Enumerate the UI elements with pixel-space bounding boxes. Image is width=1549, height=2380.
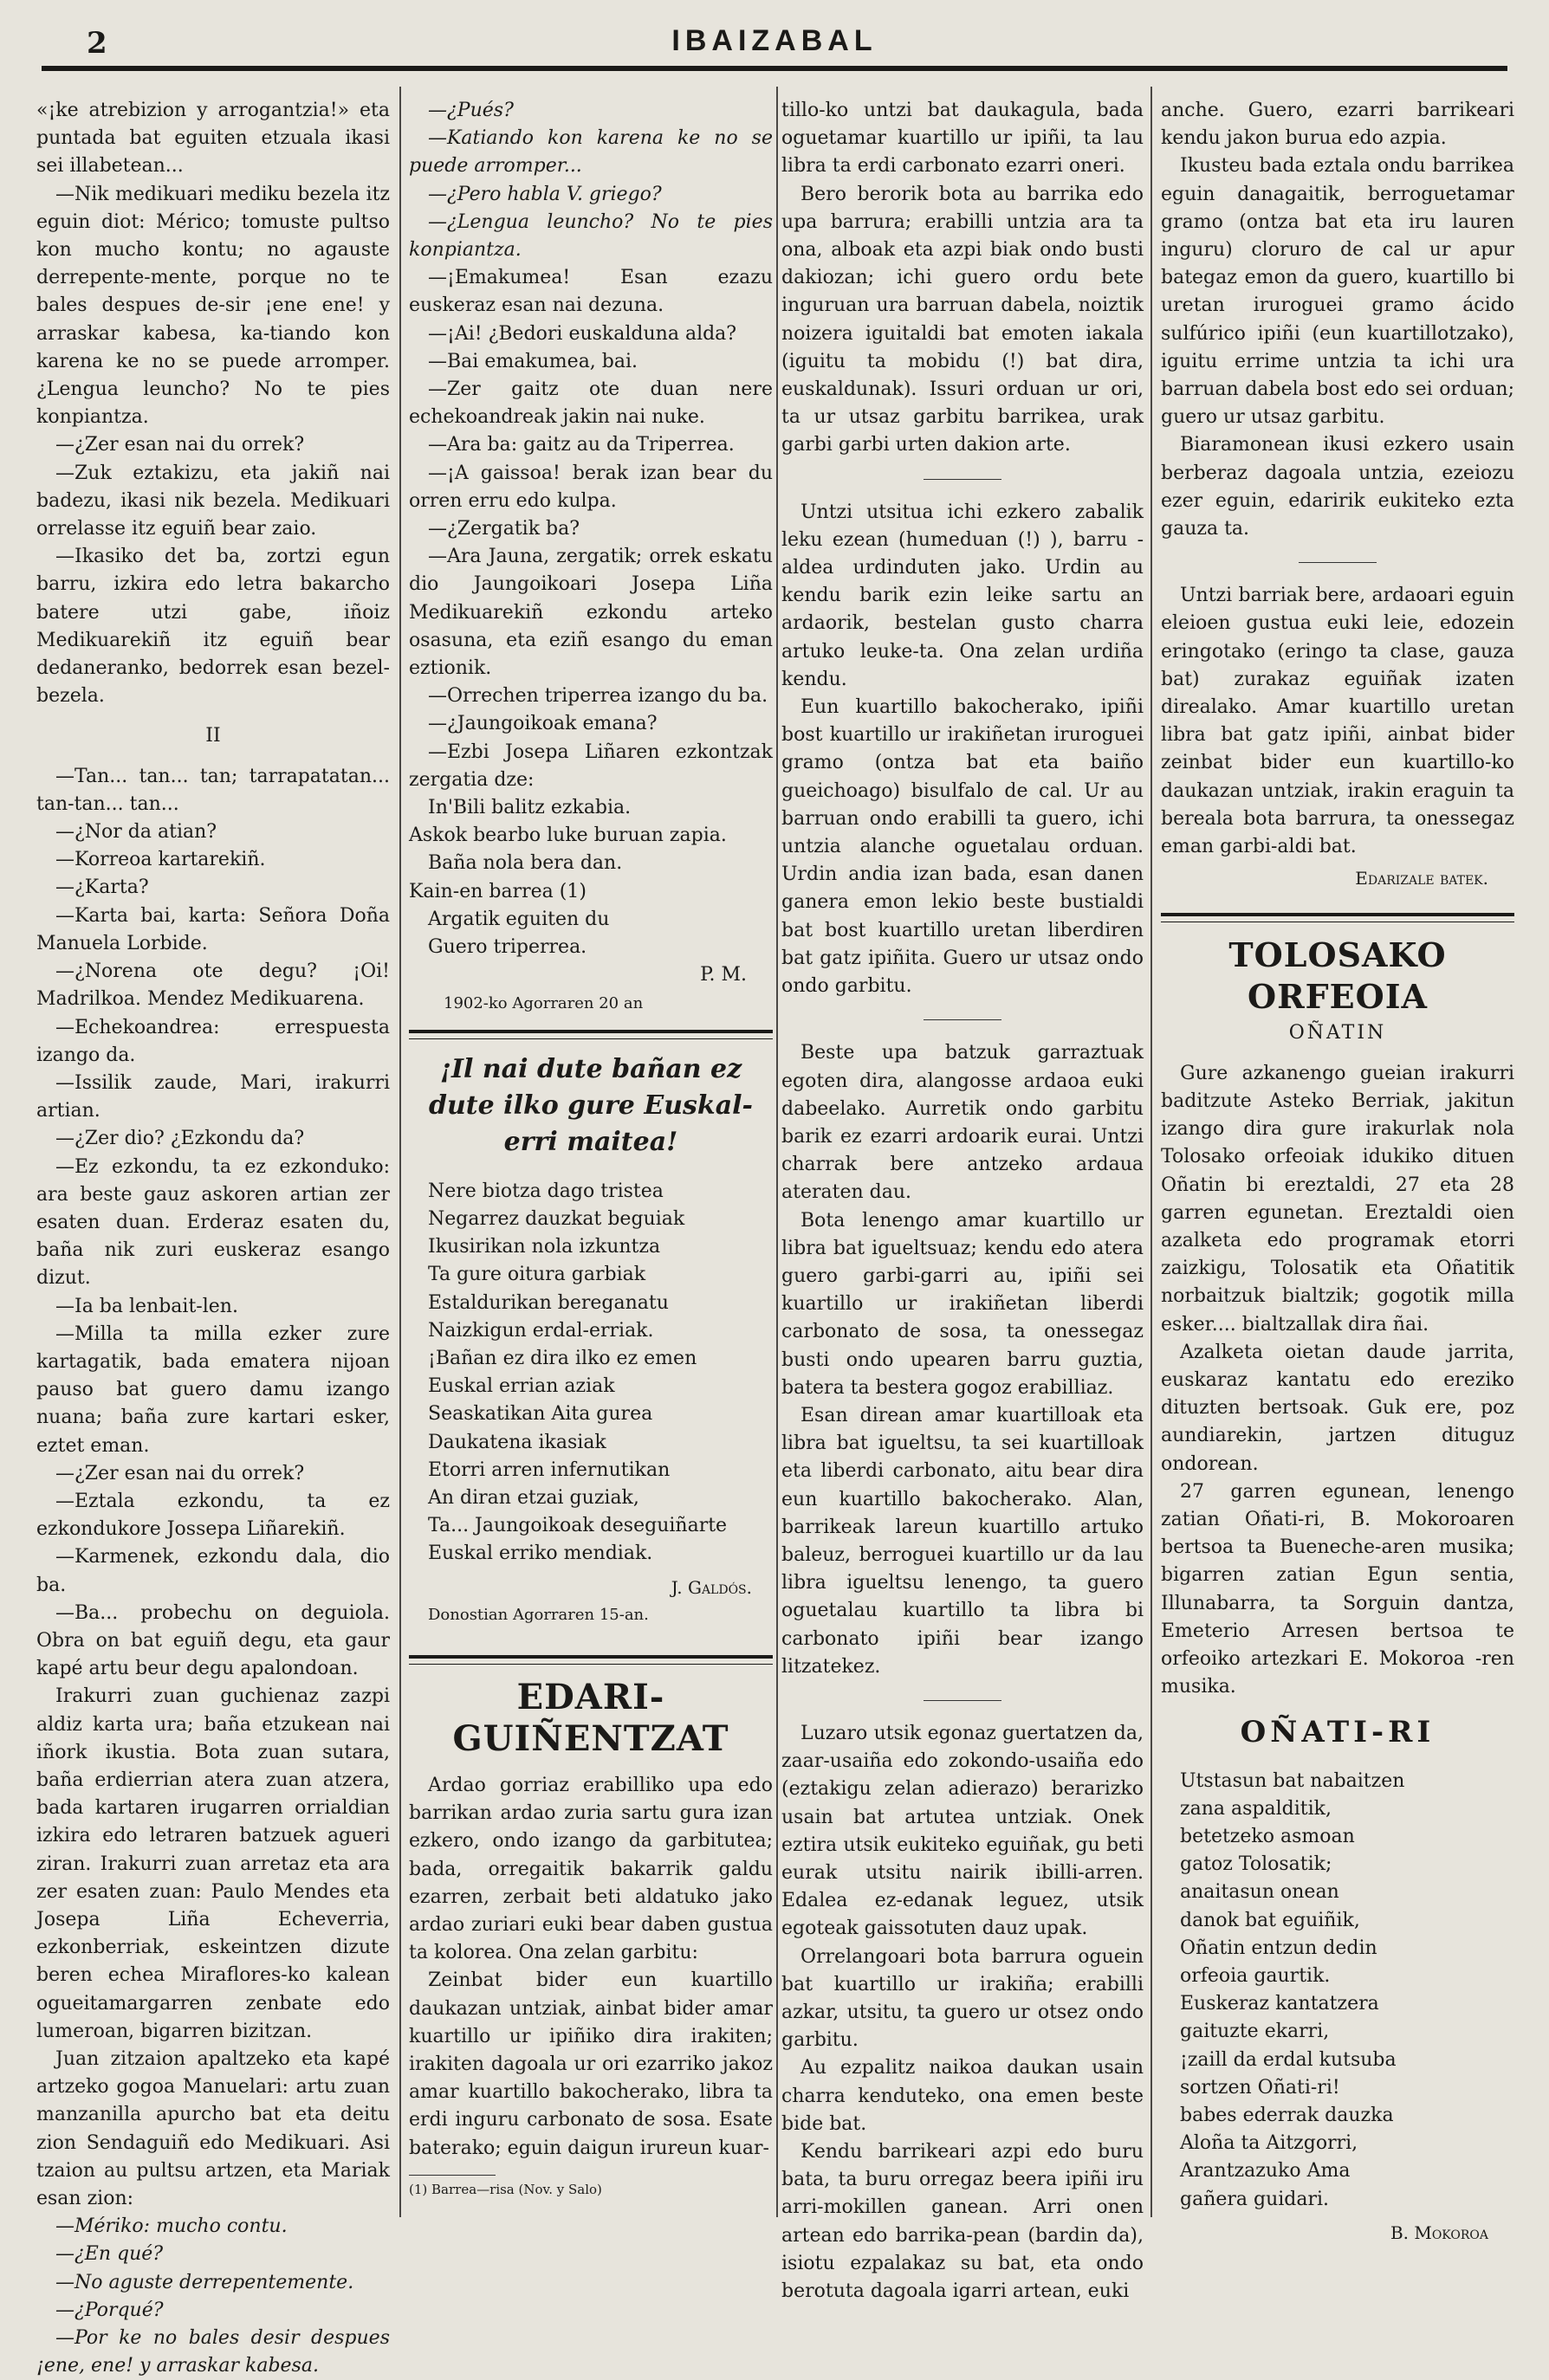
paragraph: anche. Guero, ezarri barrikeari kendu jakon burua edo azpia.: [1161, 100, 1514, 150]
paragraph: —¿Jaungoikoak emana?: [428, 713, 658, 735]
paragraph: —Mériko: mucho contu.: [55, 2215, 288, 2238]
paragraph: —¿Porqué?: [55, 2299, 164, 2321]
article-title: TOLOSAKO ORFEOIA: [1228, 935, 1447, 1017]
verse-line: Baña nola bera dan.: [428, 852, 623, 875]
paragraph: 27 garren egunean, lenengo zatian Oñati-ri, B. Mokoroaren bertsoa ta Bueneche-aren musika; bigarren zatian Egun sentia, Illunabarra, ta Sorguin dantza, Emeterio Arresen bertsoa te orfeoiko artezkari E. Mokoroa -ren musika.: [1161, 1480, 1514, 1698]
divider-rule: [409, 1655, 773, 1659]
paragraph: —¿En qué?: [55, 2243, 164, 2266]
divider-rule: [409, 1030, 773, 1033]
dateline: 1902-ko Agorraren 20 an: [444, 993, 644, 1012]
article-title: EDARI-GUIÑENTZAT: [452, 1676, 729, 1759]
poem-line: Oñatin entzun dedin: [1180, 1937, 1377, 1959]
verse-line: Argatik eguiten du: [428, 908, 610, 930]
poem-line: gatoz Tolosatik;: [1180, 1853, 1332, 1876]
paragraph: —¡Emakumea! Esan ezazu euskeraz esan nai dezuna.: [409, 267, 773, 317]
paragraph: Zeinbat bider eun kuartillo daukazan untziak, ainbat bider amar kuartillo ur ipiñiko dira irakiten; irakiten dagoala ur ori ezarriko jakoz amar kuartillo bakocherako, libra ta erdi inguru carbonato de sosa. Esate baterako; eguin daigun irureun kuar-: [409, 1969, 773, 2159]
column-divider-1: [399, 87, 401, 2217]
paragraph: tillo-ko untzi bat daukagula, bada oguetamar kuartillo ur ipiñi, ta lau libra ta erdi carbonato ezarri oneri.: [781, 100, 1144, 178]
paragraph: —¿Nor da atian?: [55, 821, 217, 844]
page-number: 2: [87, 26, 107, 61]
poem-line: ¡Bañan ez dira ilko ez emen: [428, 1347, 697, 1369]
separator: [924, 1700, 1001, 1701]
paragraph: —¿Zergatik ba?: [428, 518, 580, 540]
poem-line: Arantzazuko Ama: [1180, 2160, 1351, 2183]
poem-line: sortzen Oñati-ri!: [1180, 2076, 1340, 2099]
column-2: [409, 97, 773, 2210]
paragraph: Ikusteu bada eztala ondu barrikea eguin danagaitik, berroguetamar gramo (ontza bat eta iru lauren inguru) cloruro de cal ur apur bategaz emon da guero, kuartillo bi uretan iruroguei gramo ácido sulfúrico ipiñi (eun kuartillotzako), iguitu errime untzia ta ichi ura barruan dabela bost edo sei orduan; guero ur utsaz garbitu.: [1161, 155, 1514, 429]
paragraph: —Milla ta milla ezker zure kartagatik, bada ematera nijoan pauso bat guero damu izango nuana; baña zure kartari esker, eztet eman.: [36, 1323, 390, 1457]
verse-line: In'Bili balitz ezkabia.: [428, 797, 632, 819]
signature: B. Mokoroa: [1390, 2222, 1488, 2243]
paragraph: Juan zitzaion apaltzeko eta kapé artzeko gogoa Manuelari: artu zuan manzanilla apurcho bat eta deitu zion Sendaguiñ edo Medikuari. Asi tzaion au pultsu artzen, eta Mariak esan zion:: [36, 2048, 390, 2210]
paragraph: —¿Zer esan nai du orrek?: [55, 434, 305, 456]
header-rule: [42, 66, 1507, 71]
poem-line: anaitasun onean: [1180, 1881, 1339, 1904]
column-divider-2: [776, 87, 778, 2217]
paragraph: —Zer gaitz ote duan nere echekoandreak jakin nai nuke.: [409, 378, 773, 429]
paragraph: —¿Zer esan nai du orrek?: [55, 1462, 305, 1484]
poem-line: Ta gure oitura garbiak: [428, 1264, 646, 1286]
poem-line: Euskeraz kantatzera: [1180, 1993, 1379, 2015]
paragraph: —Por ke no bales desir despues ¡ene, ene! y arraskar kabesa.: [36, 2327, 390, 2377]
divider-rule: [1161, 913, 1514, 916]
paragraph: —¿Norena ote degu? ¡Oi! Madrilkoa. Mendez Medikuarena.: [36, 960, 390, 1011]
paragraph: —Karmenek, ezkondu dala, dio ba.: [36, 1546, 390, 1596]
paragraph: —¿Karta?: [55, 876, 149, 899]
poem-line: Ta... Jaungoikoak deseguiñarte: [428, 1515, 728, 1537]
section-heading: II: [205, 725, 221, 747]
poem-line: Naizkigun erdal-erriak.: [428, 1319, 654, 1342]
poem-line: zana aspalditik,: [1180, 1797, 1332, 1820]
poem-title: ¡Il nai dute bañan ez dute ilko gure Euskal-erri maitea!: [429, 1053, 753, 1157]
poem-title: OÑATI-RI: [1240, 1715, 1436, 1750]
paragraph: —Zuk eztakizu, eta jakiñ nai badezu, ikasi nik bezela. Medikuari orrelasse itz eguiñ bear zaio.: [36, 462, 390, 540]
divider-rule: [409, 1664, 773, 1665]
paragraph: Irakurri zuan guchienaz zazpi aldiz karta ura; baña etzukean nai iñork ikustia. Bota zuan sutara, baña erdierrian atera zuan atzera, bada kartaren irugarren orrialdian izkira edo letraren batzuek agueri ziran. Irakurri zuan arretaz eta ara zer esaten zuan: Paulo Mendes eta Josepa Liña Echeverria, ezkonberriak, eskeintzen dizute beren echea Miraflores-ko kalean ogueitamargarren zenbate edo lumeroan, bigarren bizitzan.: [36, 1685, 390, 2042]
paragraph: Beste upa batzuk garraztuak egoten dira, alangosse ardaoa euki dabeelako. Aurretik ondo garbitu barik ez ezarri ardoarik eurai. Untzi charrak bere antzeko ardaua ateraten dau.: [781, 1042, 1144, 1204]
poem-line: gaituzte ekarri,: [1180, 2021, 1330, 2043]
paragraph: —¡Ai! ¿Bedori euskalduna alda?: [428, 322, 737, 345]
poem-line: Etorri arren infernutikan: [428, 1458, 671, 1481]
paragraph: —¡A gaissoa! berak izan bear du orren erru edo kulpa.: [409, 462, 773, 512]
paragraph: Esan direan amar kuartilloak eta libra bat igueltsu, ta sei kuartilloak eta liberdi carbonato, aitu bear dira eun kuartillo bakocherako. Alan, barrikeak lareun kuartillo artuko baleuz, berroguei kuartillo ur da lau libra igueltsu lenengo, ta guero oguetalau kuartillo ta libra bi carbonato ipiñi bear izango litzatekez.: [781, 1404, 1144, 1678]
paragraph: —Nik medikuari mediku bezela itz eguin diot: Mérico; tomuste pultso kon mucho kontu; no agauste derrepente-mente, porque no te bales despues de-sir ¡ene ene! y arraskar kabesa, ka-tiando kon karena ke no se puede arromper. ¿Lengua leuncho? No te pies konpiantza.: [36, 183, 390, 429]
paragraph: Untzi utsitua ichi ezkero zabalik leku ezean (humeduan (!) ), barru -aldea urdinduten jako. Urdin au kendu barik ezin leike sartu an ardaorik, bestelan gusto charra artuko leuke-ta. Ona zelan urdiña kendu.: [781, 501, 1144, 690]
verse-line: Kain-en barrea (1): [409, 880, 587, 902]
paragraph: —Ba... probechu on deguiola. Obra on bat eguiñ degu, eta gaur kapé artu beur degu apalondoan.: [36, 1601, 390, 1680]
paragraph: —Ikasiko det ba, zortzi egun barru, izkira edo letra bakarcho batere utzi gabe, iñoiz Medikuarekiñ itz eguiñ bear dedaneranko, bedorrek esan bezel-bezela.: [36, 546, 390, 708]
poem-line: babes ederrak dauzka: [1180, 2105, 1394, 2126]
paragraph: Orrelangoari bota barrura oguein bat kuartillo ur irakiña; erabilli azkar, utsitu, ta guero ur otsez ondo garbitu.: [781, 1945, 1144, 2052]
paragraph: Bero berorik bota au barrika edo upa barrura; erabilli untzia ara ta ona, alboak eta azpi biak ondo busti dakiozan; ichi guero ordu bete inguruan ura barruan dabela, noiztik noizera iguitaldi bat emoten iakala (iguitu ta mobidu (!) bat dira, euskaldunak). Issuri orduan ur ori, ta ur utsaz garbitu barrikea, urak garbi garbi urten dakion arte.: [781, 183, 1144, 456]
dateline: Donostian Agorraren 15-an.: [428, 1605, 649, 1624]
poem-line: Utstasun bat nabaitzen: [1180, 1769, 1405, 1792]
poem-line: gañera guidari.: [1180, 2188, 1330, 2210]
paragraph: —Echekoandrea: errespuesta izango da.: [36, 1016, 390, 1066]
paragraph: —Karta bai, karta: Señora Doña Manuela Lorbide.: [36, 904, 390, 954]
poem-line: Seaskatikan Aita gurea: [428, 1403, 653, 1426]
paragraph: —Bai emakumea, bai.: [428, 350, 638, 372]
paragraph: —Issilik zaude, Mari, irakurri artian.: [36, 1071, 390, 1122]
footnote: (1) Barrea—risa (Nov. y Salo): [409, 2181, 602, 2197]
paragraph: —Ara Jauna, zergatik; orrek eskatu dio Jaungoikoari Josepa Liña Medikuarekiñ ezkondu arteko osasuna, eta eziñ esango du eman eztionik.: [409, 546, 773, 680]
paragraph: Kendu barrikeari azpi edo buru bata, ta buru orregaz beera ipiñi iru arri-mokillen ganean. Arri onen artean edo barrika-pean (bardin da), isiotu ezpalakaz su bat, eta ondo berotuta dagoala igarri artean, euki: [781, 2141, 1144, 2303]
page-header: [0, 0, 1549, 78]
paragraph: Azalketa oietan daude jarrita, euskaraz kantatu edo ereziko dituzten bertsoak. Guk ere, poz aundiarekin, jartzen dituguz ondorean.: [1161, 1341, 1514, 1475]
separator: [924, 1019, 1001, 1020]
signature: J. Galdós.: [671, 1576, 752, 1598]
poem: [1161, 1768, 1514, 2214]
paragraph: —Ia ba lenbait-len.: [55, 1295, 238, 1317]
poem-line: Nere biotza dago tristea: [428, 1180, 664, 1202]
poem-line: Euskal errian aziak: [428, 1375, 615, 1398]
article-subtitle: OÑATIN: [1288, 1022, 1387, 1044]
column-1: [36, 97, 390, 2377]
poem-line: Daukatena ikasiak: [428, 1431, 606, 1453]
poem-line: danok bat eguiñik,: [1180, 1909, 1360, 1931]
poem-line: An diran etzai guziak,: [428, 1486, 639, 1509]
divider-rule: [409, 1038, 773, 1039]
paragraph: Eun kuartillo bakocherako, ipiñi bost kuartillo ur irakiñetan iruroguei gramo (ontza bat eta baiño gueichoago) bisulfalo de cal. Ur au barruan ondo erabilli ta guero, ichi untzia alanche oguetalau orduan. Urdin andia izan bada, esan danen ganera emon lekio beste bustialdi bat bost kuartillo uretan liberdiren bat gatz ipiñita. Guero ur utsaz ondo ondo garbitu.: [781, 696, 1144, 998]
paragraph: Au ezpalitz naikoa daukan usain charra kenduteko, ona emen beste bide bat.: [781, 2057, 1144, 2135]
paragraph: —¿Pués?: [428, 100, 514, 121]
column-divider-3: [1150, 87, 1152, 2217]
verse-line: Guero triperrea.: [428, 936, 587, 959]
paragraph: Biaramonean ikusi ezkero usain berberaz dagoala untzia, ezeiozu ezer eguin, edaririk eukiteko ezta gauza ta.: [1161, 434, 1514, 540]
column-3: [781, 97, 1144, 2303]
paragraph: —¿Zer dio? ¿Ezkondu da?: [55, 1128, 305, 1150]
signature: Edarizale batek.: [1355, 868, 1488, 889]
paragraph: —Orrechen triperrea izango du ba.: [428, 685, 768, 708]
column-4: [1161, 97, 1514, 2243]
paragraph: —Ara ba: gaitz au da Triperrea.: [428, 434, 735, 456]
separator: [924, 479, 1001, 480]
poem-line: betetzeko asmoan: [1180, 1825, 1355, 1847]
paragraph: —Ez ezkondu, ta ez ezkonduko: ara beste gauz askoren artian zer esaten duan. Erderaz esaten du, baña nik zuri euskeraz esango dizut.: [36, 1155, 390, 1290]
poem-line: ¡zaill da erdal kutsuba: [1180, 2048, 1397, 2071]
verse-line: Askok bearbo luke buruan zapia.: [409, 825, 727, 847]
paragraph: Gure azkanengo gueian irakurri baditzute Asteko Berriak, jakitun izango dira gure irakurlak nola Tolosako orfeoiak idukiko dituen Oñatin bi ereztaldi, 27 eta 28 garren egunetan. Ereztaldi oien azalketa edo programak etorri zaizkigu, Tolosatik eta Oñatitik norbaitzuk bialtzik; gogotik milla esker.... bialtzallak dira ñai.: [1161, 1062, 1514, 1336]
paragraph: Luzaro utsik egonaz guertatzen da, zaar-usaiña edo zokondo-usaiña edo (eztakigu zelan adierazo) berarizko usain bat artutea untziak. Onek eztira utsik eukiteko eguiñak, gu beti eurak utsitu nairik ibilli-arren. Edalea ez-edanak leguez, utsik egoteak gaissotuten dauz upak.: [781, 1722, 1144, 1940]
poem-line: orfeoia gaurtik.: [1180, 1964, 1331, 1987]
paragraph: —Katiando kon karena ke no se puede arromper...: [409, 127, 773, 178]
paragraph: —Tan... tan... tan; tarrapatatan... tan-tan... tan...: [36, 765, 390, 815]
signature: P. M.: [700, 964, 747, 986]
separator: [1299, 562, 1377, 563]
masthead: IBAIZABAL: [671, 24, 878, 57]
paragraph: —Eztala ezkondu, ta ez ezkondukore Jossepa Liñarekiñ.: [36, 1490, 390, 1541]
paragraph: «¡ke atrebizion y arrogantzia!» eta puntada bat eguiten etzuala ikasi sei illabetean...: [36, 100, 390, 178]
paragraph: —¿Lengua leuncho? No te pies konpiantza.: [409, 210, 773, 262]
poem-line: Euskal erriko mendiak.: [428, 1542, 653, 1565]
paragraph: —Korreoa kartarekiñ.: [55, 849, 266, 871]
paragraph: —No aguste derrepentemente.: [55, 2271, 354, 2293]
poem-line: Estaldurikan bereganatu: [428, 1291, 669, 1314]
paragraph: —Ezbi Josepa Liñaren ezkontzak zergatia dze:: [409, 741, 773, 791]
poem-line: Ikusirikan nola izkuntza: [428, 1236, 661, 1258]
paragraph: Untzi barriak bere, ardaoari eguin eleioen gustua euki leie, edozein eringotako (eringo ta clase, gauza bat) zurakaz eguiñak izaten direalako. Amar kuartillo uretan libra bat gatz ipiñi, ainbat bider zeinbat bider eun kuartillo-ko daukazan untziak, irakin eraguin ta bereala bota barrura, ta onessegaz eman garbi-aldi bat.: [1161, 585, 1514, 858]
poem: [409, 1178, 773, 1568]
paragraph: Ardao gorriaz erabilliko upa edo barrikan ardao zuria sartu gura izan ezkero, ondo izango da garbitutea; bada, orregaitik bakarrik galdu ezarren, zerbait beti aldatuko jako ardao zuriari euki bear daben gustua ta kolorea. Ona zelan garbitu:: [409, 1774, 773, 1964]
poem-line: Aloña ta Aitzgorri,: [1180, 2132, 1358, 2155]
paragraph: Bota lenengo amar kuartillo ur libra bat igueltsuaz; kendu edo atera guero garbi-garri au, ipiñi sei kuartillo ur irakiñetan liberdi carbonato de sosa, ta onessegaz busti ondo upearen barru guztia, batera ta bestera gogoz erabilliaz.: [781, 1209, 1144, 1399]
poem-line: Negarrez dauzkat beguiak: [428, 1207, 685, 1230]
paragraph: —¿Pero habla V. griego?: [428, 183, 662, 205]
